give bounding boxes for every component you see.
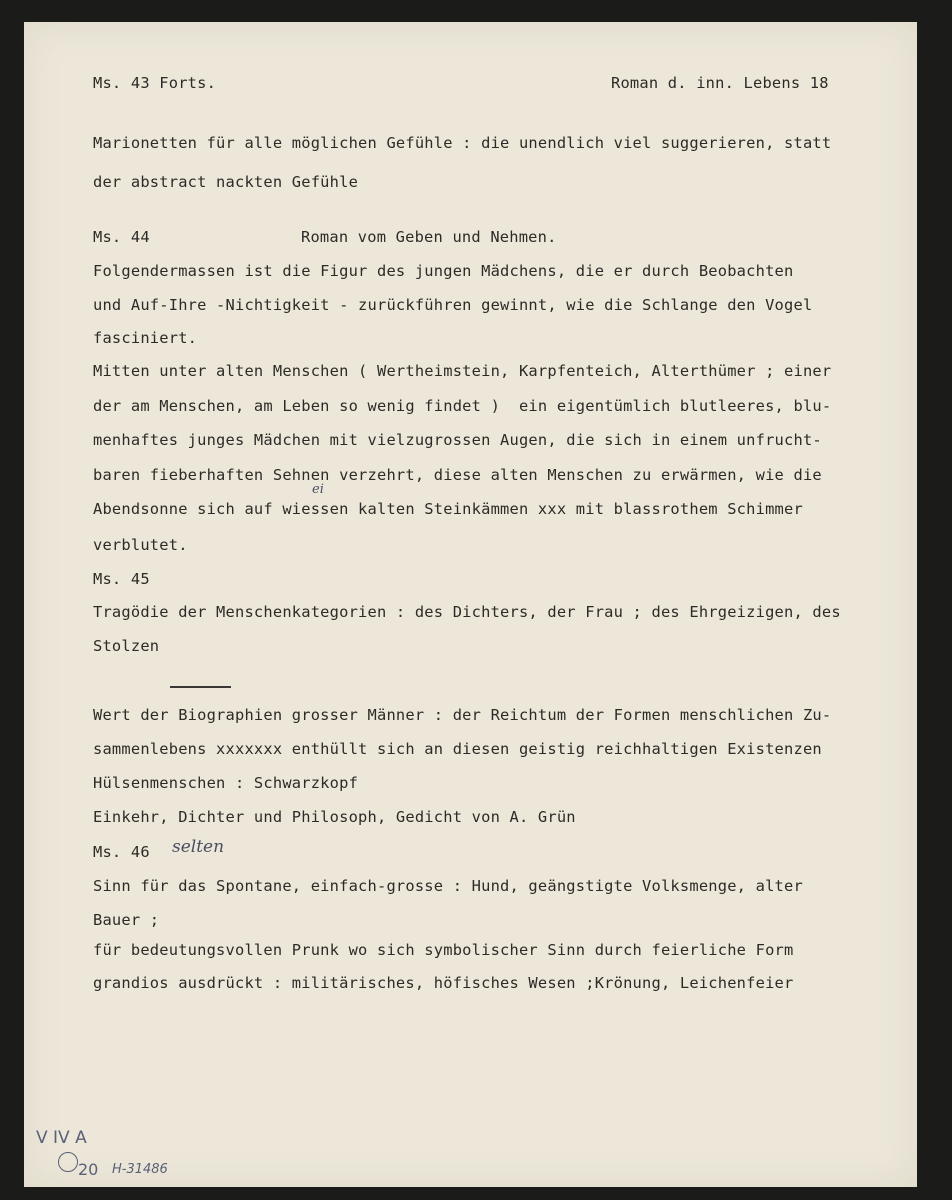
text-line: Wert der Biographien grosser Männer : der Reichtum der Formen menschlichen Zu- <box>93 706 832 724</box>
text-line: Hülsenmenschen : Schwarzkopf <box>93 774 359 792</box>
ms44-label: Ms. 44 <box>93 228 150 246</box>
archive-stamp-page: 20 <box>78 1160 99 1179</box>
archive-stamp-number: H-31486 <box>112 1162 168 1177</box>
text-line: baren fieberhaften Sehnen verzehrt, diese alten Menschen zu erwärmen, wie die <box>93 466 822 484</box>
text-line: Stolzen <box>93 637 160 655</box>
header-left: Ms. 43 Forts. <box>93 74 217 92</box>
text-line: Einkehr, Dichter und Philosoph, Gedicht von A. Grün <box>93 808 576 826</box>
ms45-label: Ms. 45 <box>93 570 150 588</box>
text-line: Bauer ; <box>93 911 160 929</box>
handwritten-correction: ei <box>312 482 324 497</box>
handwritten-note: selten <box>172 837 225 857</box>
text-line: und Auf-Ihre -Nichtigkeit - zurückführen gewinnt, wie die Schlange den Vogel <box>93 296 813 314</box>
circle-stamp-icon <box>58 1152 78 1172</box>
ms44-title: Roman vom Geben und Nehmen. <box>301 228 557 246</box>
section-divider <box>170 686 231 688</box>
text-line: Marionetten für alle möglichen Gefühle : die unendlich viel suggerieren, statt <box>93 134 832 152</box>
text-line: fasciniert. <box>93 329 198 347</box>
archive-stamp-collection: V IV A <box>36 1128 87 1148</box>
text-line: Folgendermassen ist die Figur des jungen Mädchens, die er durch Beobachten <box>93 262 794 280</box>
text-line: der abstract nackten Gefühle <box>93 173 359 191</box>
text-line: menhaftes junges Mädchen mit vielzugrossen Augen, die sich in einem unfrucht- <box>93 431 822 449</box>
text-line: verblutet. <box>93 536 188 554</box>
header-right: Roman d. inn. Lebens 18 <box>611 74 829 92</box>
text-line: Abendsonne sich auf wiessen kalten Steinkämmen xxx mit blassrothem Schimmer <box>93 500 803 518</box>
text-line: sammenlebens xxxxxxx enthüllt sich an diesen geistig reichhaltigen Existenzen <box>93 740 822 758</box>
text-line: Tragödie der Menschenkategorien : des Dichters, der Frau ; des Ehrgeizigen, des <box>93 603 841 621</box>
text-line: grandios ausdrückt : militärisches, höfisches Wesen ;Krönung, Leichenfeier <box>93 974 794 992</box>
text-line: der am Menschen, am Leben so wenig findet ) ein eigentümlich blutleeres, blu- <box>93 397 832 415</box>
text-line: für bedeutungsvollen Prunk wo sich symbolischer Sinn durch feierliche Form <box>93 941 794 959</box>
text-line: Sinn für das Spontane, einfach-grosse : Hund, geängstigte Volksmenge, alter <box>93 877 803 895</box>
ms46-label: Ms. 46 <box>93 843 150 861</box>
text-line: Mitten unter alten Menschen ( Wertheimstein, Karpfenteich, Alterthümer ; einer <box>93 362 832 380</box>
